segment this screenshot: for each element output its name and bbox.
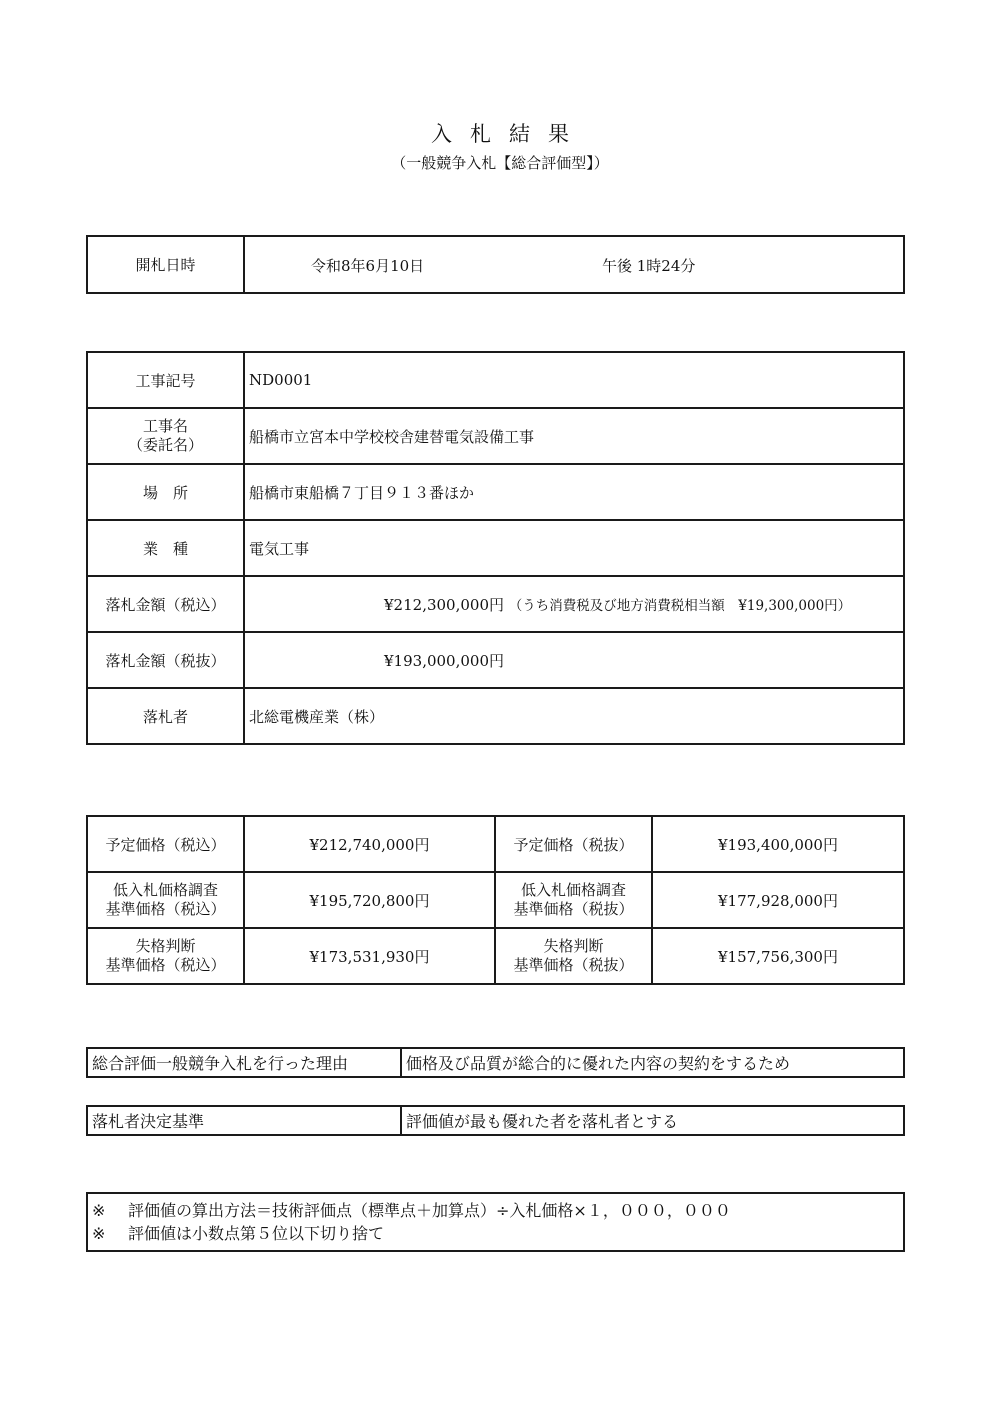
- price-label-line: 低入札価格調査: [112, 881, 218, 899]
- price-label-line: 基準価格（税抜）: [513, 900, 634, 918]
- opening-time: 午後 1時24分: [602, 257, 696, 275]
- info-value: 電気工事: [244, 520, 904, 576]
- price-label: [87, 928, 244, 984]
- price-label: [495, 928, 652, 984]
- page-subtitle: （一般競争入札【総合評価型】）: [391, 154, 609, 172]
- winning-incl-label: 落札金額（税込）: [87, 576, 244, 632]
- price-label: [87, 872, 244, 928]
- info-label-line: 工事名: [142, 417, 188, 435]
- info-value: ND0001: [244, 352, 904, 408]
- note-mark: ※: [92, 1201, 106, 1220]
- opening-date: 令和8年6月10日: [311, 257, 425, 275]
- price-row: [87, 928, 904, 984]
- criteria-label: 落札者決定基準: [87, 1106, 401, 1135]
- price-label-line: 失格判断: [135, 937, 196, 955]
- price-value: ¥195,720,800円: [244, 872, 495, 928]
- reason-row: [87, 1048, 904, 1077]
- opening-value-cell: [244, 236, 904, 293]
- info-label-line: （委託名）: [127, 436, 203, 454]
- price-value: ¥212,740,000円: [244, 816, 495, 872]
- price-label-line: 基準価格（税込）: [105, 956, 226, 974]
- price-row: [87, 816, 904, 872]
- info-row: [87, 408, 904, 464]
- info-value: 船橋市立宮本中学校校舎建替電気設備工事: [244, 408, 904, 464]
- project-info-table: [86, 351, 905, 745]
- note-text: 評価値は小数点第５位以下切り捨て: [128, 1224, 385, 1243]
- info-label: 工事記号: [87, 352, 244, 408]
- winning-excl-cell: [244, 632, 904, 688]
- price-value: ¥177,928,000円: [652, 872, 904, 928]
- price-label-line: 基準価格（税込）: [105, 900, 226, 918]
- note-line: [92, 1199, 899, 1222]
- info-value: 船橋市東船橋７丁目９１３番ほか: [244, 464, 904, 520]
- price-value: ¥193,400,000円: [652, 816, 904, 872]
- note-text: 評価値の算出方法＝技術評価点（標準点＋加算点）÷入札価格×１，０００，０００: [128, 1201, 731, 1220]
- criteria-value: 評価値が最も優れた者を落札者とする: [401, 1106, 904, 1135]
- info-row: [87, 464, 904, 520]
- price-table: [86, 815, 905, 985]
- info-label: [87, 408, 244, 464]
- winning-incl-cell: [244, 576, 904, 632]
- winner-value: 北総電機産業（株）: [244, 688, 904, 744]
- note-line: [92, 1222, 899, 1245]
- page-title: 入札結果: [431, 122, 587, 146]
- note-mark: ※: [92, 1224, 106, 1243]
- info-label: 場 所: [87, 464, 244, 520]
- opening-label: 開札日時: [87, 236, 244, 293]
- price-row: [87, 872, 904, 928]
- consumption-tax-note: （うち消費税及び地方消費税相当額 ¥19,300,000円）: [508, 597, 852, 614]
- price-value: ¥157,756,300円: [652, 928, 904, 984]
- price-value: ¥173,531,930円: [244, 928, 495, 984]
- info-row: [87, 352, 904, 408]
- opening-row: [87, 236, 904, 293]
- winning-excl-value: ¥193,000,000円: [384, 651, 504, 670]
- price-label-line: 低入札価格調査: [520, 881, 626, 899]
- winner-label: 落札者: [87, 688, 244, 744]
- price-label: 予定価格（税込）: [87, 816, 244, 872]
- reason-label: 総合評価一般競争入札を行った理由: [87, 1048, 401, 1077]
- info-label: 業 種: [87, 520, 244, 576]
- reason-value: 価格及び品質が総合的に優れた内容の契約をするため: [401, 1048, 904, 1077]
- winning-incl-value: ¥212,300,000円: [384, 595, 504, 614]
- price-label-line: 失格判断: [543, 937, 604, 955]
- info-row: [87, 520, 904, 576]
- opening-table: [86, 235, 905, 294]
- winner-row: [87, 688, 904, 744]
- winning-incl-row: [87, 576, 904, 632]
- criteria-row: [87, 1106, 904, 1135]
- price-label-line: 基準価格（税抜）: [513, 956, 634, 974]
- reason-table: [86, 1047, 905, 1078]
- criteria-table: [86, 1105, 905, 1136]
- price-label: 予定価格（税抜）: [495, 816, 652, 872]
- winning-excl-label: 落札金額（税抜）: [87, 632, 244, 688]
- winning-excl-row: [87, 632, 904, 688]
- price-label: [495, 872, 652, 928]
- notes-box: [86, 1192, 905, 1252]
